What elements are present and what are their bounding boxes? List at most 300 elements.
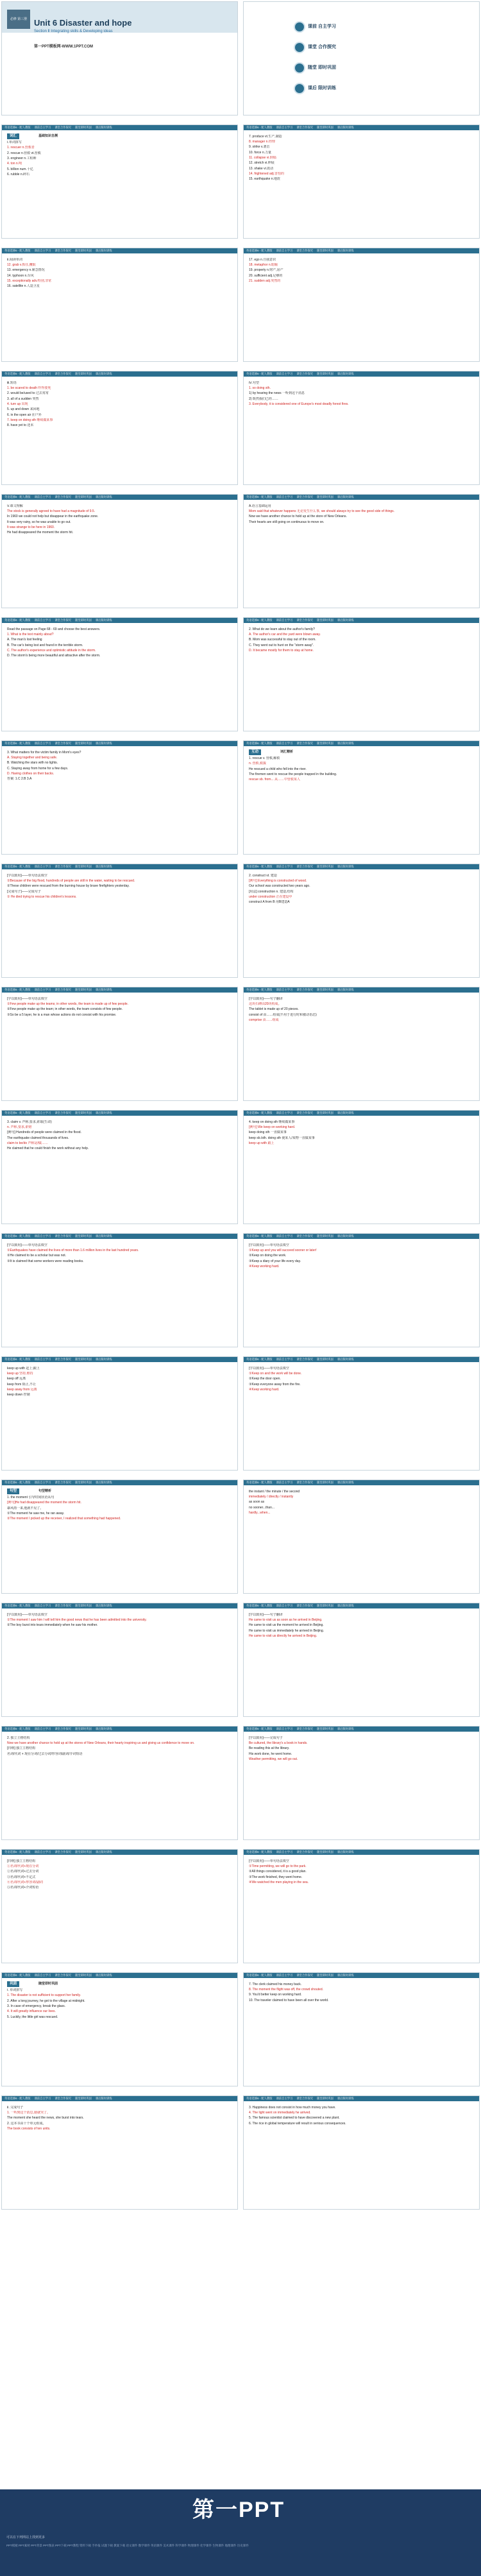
header-left: 英语选修6 · 配人教版 bbox=[246, 865, 273, 869]
header-tab[interactable]: 课后限时训练 bbox=[95, 249, 112, 253]
footer-logo: 第一PPT bbox=[192, 2498, 285, 2522]
header-tab[interactable]: 课前自主学习 bbox=[276, 1358, 293, 1361]
content-line: ③The work finished, they went home. bbox=[249, 1875, 303, 1879]
header-tab[interactable]: 课后限时训练 bbox=[337, 1850, 354, 1854]
header-tab[interactable]: 课堂合作探究 bbox=[296, 1604, 314, 1608]
slide-body bbox=[244, 253, 479, 362]
content-line: 21. sudden adj.突然的 bbox=[249, 278, 281, 283]
content-line: 7. The clerk claimed his money back. bbox=[249, 1982, 302, 1986]
slide-body bbox=[2, 253, 237, 362]
content-line: ④名词/代词+形容词/副词 bbox=[7, 1880, 43, 1884]
content-line: 这块石碑由20块构成。 bbox=[249, 1002, 282, 1006]
slide bbox=[243, 1726, 480, 1840]
content-line: In 1960 we could not help but disappear in the earthquake zone. bbox=[7, 515, 99, 519]
content-line: Ⅴ.课文理解 bbox=[7, 504, 23, 508]
content-line: 6. in the open air 在户外 bbox=[7, 413, 42, 417]
section-badge: 词汇 bbox=[7, 133, 19, 139]
header-tab[interactable]: 随堂即时巩固 bbox=[75, 2097, 92, 2101]
slide-body bbox=[2, 1855, 237, 1963]
header-tab[interactable]: 课前自主学习 bbox=[34, 2097, 51, 2101]
slide-body bbox=[2, 1239, 237, 1347]
header-left: 英语选修6 · 配人教版 bbox=[246, 742, 273, 746]
header-tab[interactable]: 课堂合作探究 bbox=[55, 249, 72, 253]
header-tab[interactable]: 随堂即时巩固 bbox=[317, 1727, 333, 1731]
cover-subtitle: Section Ⅱ Integrating skills & Developing ideas bbox=[34, 30, 113, 33]
header-left: 英语选修6 · 配人教版 bbox=[4, 1604, 31, 1608]
content-line: no sooner...than... bbox=[249, 1505, 275, 1510]
header-tab[interactable]: 课后限时训练 bbox=[337, 249, 354, 253]
header-tab[interactable]: 课前自主学习 bbox=[276, 1727, 293, 1731]
header-tab[interactable]: 课后限时训练 bbox=[337, 1974, 354, 1977]
header-tab[interactable]: 课前自主学习 bbox=[34, 372, 51, 376]
header-left: 英语选修6 · 配人教版 bbox=[4, 742, 31, 746]
header-tab[interactable]: 课堂合作探究 bbox=[296, 1111, 314, 1115]
header-left: 英语选修6 · 配人教版 bbox=[246, 249, 273, 253]
header-left: 英语选修6 · 配人教版 bbox=[4, 372, 31, 376]
header-tab[interactable]: 随堂即时巩固 bbox=[317, 1850, 333, 1854]
header-tab[interactable]: 课堂合作探究 bbox=[55, 2097, 72, 2101]
header-tab[interactable]: 课前自主学习 bbox=[276, 988, 293, 992]
header-tab[interactable]: 课堂合作探究 bbox=[55, 1850, 72, 1854]
content-line: 7. keep on doing sth 继续做某事 bbox=[7, 418, 53, 422]
header-tab[interactable]: 随堂即时巩固 bbox=[317, 865, 333, 869]
header-tab[interactable]: 随堂即时巩固 bbox=[317, 2097, 333, 2101]
header-tab[interactable]: 课堂合作探究 bbox=[296, 1850, 314, 1854]
header-tab[interactable]: 随堂即时巩固 bbox=[317, 495, 333, 499]
content-line: ①Because of the big flood, hundreds of people are still in the water, waiting to be rescued. bbox=[7, 878, 135, 883]
slide-header bbox=[2, 987, 237, 993]
header-tab[interactable]: 课前自主学习 bbox=[276, 742, 293, 746]
content-line: 4. ton n.吨 bbox=[7, 162, 22, 166]
content-line: D. Having clothes on their backs. bbox=[7, 771, 55, 776]
header-left: 英语选修6 · 配人教版 bbox=[4, 1358, 31, 1361]
slide bbox=[1, 1603, 238, 1717]
header-tab[interactable]: 随堂即时巩固 bbox=[317, 126, 333, 130]
header-tab[interactable]: 课堂合作探究 bbox=[296, 1234, 314, 1238]
header-tab[interactable]: 随堂即时巩固 bbox=[75, 1850, 92, 1854]
slide bbox=[1, 1849, 238, 1963]
slide-header bbox=[244, 2096, 479, 2101]
slide-body bbox=[244, 1732, 479, 1840]
menu-item[interactable] bbox=[295, 42, 398, 53]
content-line: 1. so doing sth. bbox=[249, 386, 271, 390]
content-line: [学以致用]——完成句子 bbox=[249, 1736, 283, 1740]
content-line: 17. ego n.自我意识 bbox=[249, 257, 276, 262]
header-tab[interactable]: 课前自主学习 bbox=[34, 249, 51, 253]
slide-header bbox=[2, 864, 237, 869]
header-tab[interactable]: 课后限时训练 bbox=[337, 2097, 354, 2101]
content-line: Be reading this at the library. bbox=[249, 1746, 290, 1751]
header-tab[interactable]: 课后限时训练 bbox=[337, 742, 354, 746]
slide-header bbox=[2, 741, 237, 746]
header-tab[interactable]: 课堂合作探究 bbox=[296, 1974, 314, 1977]
content-line: keep up with 跟上 bbox=[249, 1141, 274, 1145]
header-tab[interactable]: 课前自主学习 bbox=[34, 742, 51, 746]
content-line: 14. typhoon n.台风 bbox=[7, 273, 34, 278]
header-tab[interactable]: 课后限时训练 bbox=[95, 1727, 112, 1731]
slide-body bbox=[244, 993, 479, 1101]
slide-header bbox=[244, 495, 479, 500]
content-line: under construction 正在建设中 bbox=[249, 894, 292, 899]
slide-header bbox=[2, 1480, 237, 1485]
content-line: ③It is claimed that some workers were reading books. bbox=[7, 1259, 84, 1263]
header-tab[interactable]: 随堂即时巩固 bbox=[75, 372, 92, 376]
header-tab[interactable]: 课后限时训练 bbox=[337, 1727, 354, 1731]
header-tab[interactable]: 随堂即时巩固 bbox=[317, 1358, 333, 1361]
header-tab[interactable]: 课堂合作探究 bbox=[296, 742, 314, 746]
header-tab[interactable]: 课堂合作探究 bbox=[55, 1974, 72, 1977]
header-tab[interactable]: 随堂即时巩固 bbox=[317, 1604, 333, 1608]
header-tab[interactable]: 课后限时训练 bbox=[337, 1604, 354, 1608]
header-tab[interactable]: 课前自主学习 bbox=[34, 1604, 51, 1608]
menu-dot-icon bbox=[295, 22, 304, 31]
slide-body bbox=[2, 993, 237, 1101]
slide-header bbox=[244, 864, 479, 869]
slide-body bbox=[244, 1608, 479, 1717]
header-tab[interactable]: 课前自主学习 bbox=[34, 1481, 51, 1485]
content-line: n. 营救,救援 bbox=[249, 762, 266, 766]
header-left: 英语选修6 · 配人教版 bbox=[246, 372, 273, 376]
content-line: 15. earthquake n.地震 bbox=[249, 177, 280, 182]
slide-body bbox=[2, 1485, 237, 1594]
slide-body bbox=[244, 130, 479, 239]
header-tab[interactable]: 课后限时训练 bbox=[337, 618, 354, 622]
header-tab[interactable]: 课前自主学习 bbox=[276, 372, 293, 376]
header-tab[interactable]: 课前自主学习 bbox=[276, 1974, 293, 1977]
header-tab[interactable]: 随堂即时巩固 bbox=[317, 742, 333, 746]
header-tab[interactable]: 课前自主学习 bbox=[276, 1234, 293, 1238]
header-tab[interactable]: 随堂即时巩固 bbox=[317, 372, 333, 376]
header-tab[interactable]: 课前自主学习 bbox=[34, 1974, 51, 1977]
content-line: as soon as bbox=[249, 1500, 265, 1505]
header-tab[interactable]: 课堂合作探究 bbox=[296, 865, 314, 869]
header-tab[interactable]: 随堂即时巩固 bbox=[75, 126, 92, 130]
menu-item[interactable] bbox=[295, 83, 398, 94]
menu-label: 课后 限时训练 bbox=[308, 86, 336, 91]
slide-header bbox=[2, 1850, 237, 1855]
slide-body bbox=[2, 2101, 237, 2210]
header-tab[interactable]: 课后限时训练 bbox=[95, 618, 112, 622]
menu-label: 随堂 即时巩固 bbox=[308, 65, 336, 71]
header-tab[interactable]: 课前自主学习 bbox=[276, 126, 293, 130]
content-line: He claimed that he could finish the work without any help. bbox=[7, 1147, 89, 1151]
header-tab[interactable]: 课后限时训练 bbox=[337, 495, 354, 499]
content-line: Ⅳ.句型 bbox=[249, 380, 260, 385]
header-tab[interactable]: 课堂合作探究 bbox=[55, 742, 72, 746]
header-tab[interactable]: 课堂合作探究 bbox=[296, 1358, 314, 1361]
header-tab[interactable]: 课堂合作探究 bbox=[55, 865, 72, 869]
menu-item[interactable] bbox=[295, 62, 398, 74]
content-line: [用法] construction n. 建造,结构 bbox=[249, 889, 294, 894]
slide-header bbox=[244, 1850, 479, 1855]
slide bbox=[243, 1110, 480, 1224]
content-line: 6. The rice in global temperature will result in serious consequences. bbox=[249, 2121, 346, 2126]
header-left: 英语选修6 · 配人教版 bbox=[246, 1974, 273, 1977]
content-line: 4. keep on doing sth 继续做某事 bbox=[249, 1120, 295, 1124]
slide bbox=[243, 864, 480, 978]
content-line: [例句] Hundreds of people were claimed in the flood. bbox=[7, 1130, 81, 1135]
header-tab[interactable]: 课堂合作探究 bbox=[55, 1111, 72, 1115]
content-line: ②The moment I picked up the receiver, I realized that something had happened. bbox=[7, 1517, 121, 1521]
section-bar bbox=[249, 749, 474, 755]
header-tab[interactable]: 课后限时训练 bbox=[95, 1234, 112, 1238]
slide bbox=[1, 124, 238, 239]
header-tab[interactable]: 课堂合作探究 bbox=[296, 618, 314, 622]
header-tab[interactable]: 随堂即时巩固 bbox=[317, 249, 333, 253]
header-tab[interactable]: 课后限时训练 bbox=[337, 1358, 354, 1361]
content-line: 1. 一听到这个消息,她就哭了。 bbox=[7, 2110, 50, 2115]
content-line: immediately / directly / instantly bbox=[249, 1494, 294, 1499]
header-tab[interactable]: 课堂合作探究 bbox=[296, 1481, 314, 1485]
header-tab[interactable]: 课后限时训练 bbox=[95, 1111, 112, 1115]
header-tab[interactable]: 课堂合作探究 bbox=[296, 1727, 314, 1731]
header-tab[interactable]: 课堂合作探究 bbox=[296, 2097, 314, 2101]
slide-header bbox=[2, 618, 237, 623]
content-line: He rescued a child who fell into the river. bbox=[249, 767, 307, 771]
slide-header bbox=[2, 1727, 237, 1732]
slide bbox=[1, 2095, 238, 2210]
header-tab[interactable]: 课前自主学习 bbox=[34, 1111, 51, 1115]
header-tab[interactable]: 课堂合作探究 bbox=[55, 495, 72, 499]
section-bar bbox=[7, 1981, 232, 1987]
menu-item[interactable] bbox=[295, 21, 398, 33]
header-tab[interactable]: 课后限时训练 bbox=[337, 1234, 354, 1238]
header-tab[interactable]: 课前自主学习 bbox=[34, 1234, 51, 1238]
content-line: 2. construct vt. 建造 bbox=[249, 873, 277, 878]
header-tab[interactable]: 随堂即时巩固 bbox=[75, 1604, 92, 1608]
header-tab[interactable]: 随堂即时巩固 bbox=[75, 1727, 92, 1731]
header-tab[interactable]: 课堂合作探究 bbox=[296, 372, 314, 376]
header-tab[interactable]: 课后限时训练 bbox=[95, 988, 112, 992]
header-tab[interactable]: 课堂合作探究 bbox=[296, 249, 314, 253]
slide-header bbox=[2, 1111, 237, 1116]
header-tab[interactable]: 课前自主学习 bbox=[276, 618, 293, 622]
header-tab[interactable]: 课堂合作探究 bbox=[55, 1481, 72, 1485]
header-tab[interactable]: 随堂即时巩固 bbox=[75, 1111, 92, 1115]
content-line: He came to visit us directly he arrived in Beijing. bbox=[249, 1633, 317, 1638]
header-tab[interactable]: 课堂合作探究 bbox=[55, 1358, 72, 1361]
slide bbox=[1, 1726, 238, 1840]
slide-body bbox=[2, 1732, 237, 1840]
slide bbox=[1, 494, 238, 608]
header-tab[interactable]: 课前自主学习 bbox=[276, 865, 293, 869]
header-tab[interactable]: 随堂即时巩固 bbox=[75, 742, 92, 746]
header-tab[interactable]: 课后限时训练 bbox=[95, 495, 112, 499]
content-line: [完成句子]——完成句子 bbox=[7, 889, 41, 894]
content-line: Now we have another chance to hold up at the store of New Orleans. bbox=[249, 515, 347, 519]
header-tab[interactable]: 课前自主学习 bbox=[34, 1850, 51, 1854]
header-tab[interactable]: 课后限时训练 bbox=[337, 126, 354, 130]
header-tab[interactable]: 课后限时训练 bbox=[95, 2097, 112, 2101]
content-line: 18. metaphor n.暗喻 bbox=[249, 262, 278, 267]
header-tab[interactable]: 随堂即时巩固 bbox=[75, 988, 92, 992]
content-line: Ⅱ. 完成句子 bbox=[7, 2105, 24, 2110]
header-tab[interactable]: 课堂合作探究 bbox=[55, 372, 72, 376]
header-tab[interactable]: 课前自主学习 bbox=[276, 1604, 293, 1608]
header-tab[interactable]: 课堂合作探究 bbox=[296, 126, 314, 130]
slide bbox=[1, 248, 238, 362]
content-line: C. They went out to hunt on the "storm away". bbox=[249, 643, 314, 647]
header-tab[interactable]: 课前自主学习 bbox=[276, 1850, 293, 1854]
content-line: ①The moment I saw him I will tell him the good news that he has been admitted into the university. bbox=[7, 1617, 147, 1622]
content-line: 5. The famous scientist claimed to have discovered a new plant. bbox=[249, 2116, 340, 2120]
slide bbox=[243, 248, 480, 362]
header-tab[interactable]: 课前自主学习 bbox=[34, 1727, 51, 1731]
header-tab[interactable]: 随堂即时巩固 bbox=[75, 865, 92, 869]
header-tab[interactable]: 课后限时训练 bbox=[95, 1974, 112, 1977]
content-line: ①Few people make up the teams; in other words, the team is made up of few people. bbox=[7, 1002, 129, 1006]
header-tab[interactable]: 课堂合作探究 bbox=[55, 126, 72, 130]
menu-dot-icon bbox=[295, 64, 304, 73]
slide-body bbox=[244, 869, 479, 978]
header-tab[interactable]: 课后限时训练 bbox=[337, 865, 354, 869]
content-line: 7. produce vt.生产,制造 bbox=[249, 134, 282, 139]
header-tab[interactable]: 随堂即时巩固 bbox=[75, 1974, 92, 1977]
content-line: 11. collapse vi.倒塌 bbox=[249, 155, 276, 160]
header-tab[interactable]: 课前自主学习 bbox=[276, 1111, 293, 1115]
header-tab[interactable]: 随堂即时巩固 bbox=[75, 495, 92, 499]
content-line: ① He died trying to rescue his children's lessons. bbox=[7, 894, 77, 899]
slide-body bbox=[244, 1362, 479, 1471]
slide bbox=[1, 1233, 238, 1347]
header-tab[interactable]: 随堂即时巩固 bbox=[75, 618, 92, 622]
slide bbox=[1, 864, 238, 978]
header-tab[interactable]: 课堂合作探究 bbox=[55, 1234, 72, 1238]
content-line: keep doing sth 一直做某事 bbox=[249, 1130, 287, 1135]
slide-body bbox=[2, 377, 237, 485]
slide-header bbox=[244, 125, 479, 130]
header-tab[interactable]: 课后限时训练 bbox=[95, 1850, 112, 1854]
slide-body bbox=[2, 1362, 237, 1471]
header-tab[interactable]: 课前自主学习 bbox=[276, 1481, 293, 1485]
content-line: ③名词/代词+不定式 bbox=[7, 1875, 36, 1879]
header-left: 英语选修6 · 配人教版 bbox=[246, 2097, 273, 2101]
header-tab[interactable]: 课前自主学习 bbox=[34, 1358, 51, 1361]
header-tab[interactable]: 随堂即时巩固 bbox=[75, 249, 92, 253]
section-bar bbox=[7, 1488, 232, 1494]
content-line: 1. the moment 引导时间状语从句 bbox=[7, 1496, 55, 1500]
header-tab[interactable]: 课后限时训练 bbox=[95, 1604, 112, 1608]
content-line: ③So be a 5 layer, he is a man whose actions do not consist with his promise. bbox=[7, 1012, 117, 1017]
header-tab[interactable]: 课前自主学习 bbox=[34, 988, 51, 992]
content-line: 5. billion num.十亿 bbox=[7, 167, 33, 171]
content-line: The firemen went to rescue the people trapped in the building. bbox=[249, 772, 337, 777]
header-tab[interactable]: 随堂即时巩固 bbox=[317, 1111, 333, 1115]
header-tab[interactable]: 课前自主学习 bbox=[34, 495, 51, 499]
header-left: 英语选修6 · 配人教版 bbox=[246, 495, 273, 499]
content-line: keep sb./sth. doing sth 使某人/某物一直做某事 bbox=[249, 1136, 315, 1140]
footer-links[interactable]: PPT模板 PPT素材 PPT背景 PPT图表 PPT下载 PPT教程 资料下载 手抄报 试题下载 教案下载 语文课件 数学课件 英语课件 美术课件 科学课件 物理课件 化学课件 生物课件 地理课件 历史课件 bbox=[6, 2544, 249, 2547]
slide-body bbox=[2, 1116, 237, 1224]
header-tab[interactable]: 课后限时训练 bbox=[337, 988, 354, 992]
header-tab[interactable]: 随堂即时巩固 bbox=[75, 1481, 92, 1485]
header-tab[interactable]: 课堂合作探究 bbox=[55, 1604, 72, 1608]
content-line: 4. turn up 出现 bbox=[7, 402, 28, 406]
slide bbox=[243, 1233, 480, 1347]
header-tab[interactable]: 课后限时训练 bbox=[337, 372, 354, 376]
cover-logo: 必修 第三册 bbox=[7, 10, 30, 29]
content-line: ②These children were rescued from the burning house by brave firefighters yesterday. bbox=[7, 884, 130, 889]
header-tab[interactable]: 课后限时训练 bbox=[95, 372, 112, 376]
header-tab[interactable]: 课前自主学习 bbox=[34, 865, 51, 869]
header-tab[interactable]: 课前自主学习 bbox=[276, 2097, 293, 2101]
header-tab[interactable]: 随堂即时巩固 bbox=[317, 1481, 333, 1485]
header-tab[interactable]: 课堂合作探究 bbox=[55, 618, 72, 622]
content-line: The tablet is made up of 20 pieces. bbox=[249, 1007, 299, 1012]
content-line: [学以致用]——句子翻译 bbox=[249, 1612, 283, 1617]
header-tab[interactable]: 随堂即时巩固 bbox=[75, 1358, 92, 1361]
content-line: 答案: 1.C 2.B 3.A bbox=[7, 777, 32, 781]
menu-label: 课前 自主学习 bbox=[308, 24, 336, 30]
header-tab[interactable]: 课前自主学习 bbox=[276, 249, 293, 253]
content-line: ①The moment he saw me, he ran away. bbox=[7, 1512, 65, 1516]
content-line: ④Keep working hard. bbox=[249, 1387, 280, 1392]
header-tab[interactable]: 随堂即时巩固 bbox=[317, 618, 333, 622]
content-line: Ⅲ.短语 bbox=[7, 380, 17, 385]
slide bbox=[1, 987, 238, 1101]
header-tab[interactable]: 随堂即时巩固 bbox=[75, 1234, 92, 1238]
header-tab[interactable]: 随堂即时巩固 bbox=[317, 988, 333, 992]
header-tab[interactable]: 课堂合作探究 bbox=[55, 988, 72, 992]
slide-header bbox=[244, 1603, 479, 1608]
header-left: 英语选修6 · 配人教版 bbox=[4, 126, 31, 130]
header-tab[interactable]: 课后限时训练 bbox=[95, 742, 112, 746]
content-line: [归纳] 独立主格结构 bbox=[7, 1746, 36, 1751]
header-tab[interactable]: 课后限时训练 bbox=[95, 1358, 112, 1361]
header-tab[interactable]: 课前自主学习 bbox=[34, 618, 51, 622]
content-line: ①名词/代词+现在分词 bbox=[7, 1864, 39, 1868]
content-line: 4. The light went on immediately he arrived. bbox=[249, 2110, 311, 2115]
slide-header bbox=[244, 248, 479, 253]
header-tab[interactable]: 课前自主学习 bbox=[34, 126, 51, 130]
header-tab[interactable]: 课堂合作探究 bbox=[296, 495, 314, 499]
header-left: 英语选修6 · 配人教版 bbox=[4, 865, 31, 869]
header-tab[interactable]: 课后限时训练 bbox=[95, 126, 112, 130]
content-line: ②He claimed to be a scholar but was not. bbox=[7, 1254, 67, 1258]
cover-site[interactable]: 第一PPT模板网-WWW.1PPT.COM bbox=[34, 45, 93, 49]
header-tab[interactable]: 课堂合作探究 bbox=[55, 1727, 72, 1731]
content-line: 名词/代词 + 现在分词/过去分词/形容词/副词/介词短语 bbox=[7, 1752, 83, 1756]
section-title: 词汇精析 bbox=[280, 750, 294, 754]
content-line: 13. emergency n.紧急情况 bbox=[7, 268, 45, 273]
header-left: 英语选修6 · 配人教版 bbox=[4, 1234, 31, 1238]
header-tab[interactable]: 随堂即时巩固 bbox=[317, 1974, 333, 1977]
header-tab[interactable]: 课后限时训练 bbox=[337, 1111, 354, 1115]
content-line: Ⅰ. 单词拼写 bbox=[7, 1988, 23, 1993]
slide bbox=[243, 1603, 480, 1717]
content-line: His work done, he went home. bbox=[249, 1752, 292, 1756]
header-tab[interactable]: 随堂即时巩固 bbox=[317, 1234, 333, 1238]
content-line: 2) 既然我们已经…… bbox=[249, 397, 278, 401]
content-line: claim to be/do 声称是/做…… bbox=[7, 1141, 48, 1145]
header-tab[interactable]: 课后限时训练 bbox=[337, 1481, 354, 1485]
section-title: 随堂即时巩固 bbox=[38, 1982, 58, 1986]
slide bbox=[1, 371, 238, 485]
header-tab[interactable]: 课前自主学习 bbox=[276, 495, 293, 499]
content-line: [学以致用]——单句语法填空 bbox=[249, 1859, 289, 1863]
section-badge: 巩固 bbox=[7, 1981, 19, 1987]
content-line: The moment she heard the news, she burst into tears. bbox=[7, 2116, 84, 2120]
content-line: 2. 这本书由十个单元组成。 bbox=[7, 2121, 46, 2126]
slide-body bbox=[244, 746, 479, 855]
content-line: 3. In case of emergency, break the glass. bbox=[7, 2004, 66, 2009]
content-line: 20. sufficient adj.足够的 bbox=[249, 273, 283, 278]
content-line: ①Time permitting, we will go to the park. bbox=[249, 1864, 307, 1868]
header-tab[interactable]: 课后限时训练 bbox=[95, 1481, 112, 1485]
slide bbox=[1, 1972, 238, 2086]
header-tab[interactable]: 课后限时训练 bbox=[95, 865, 112, 869]
header-tab[interactable]: 课堂合作探究 bbox=[296, 988, 314, 992]
